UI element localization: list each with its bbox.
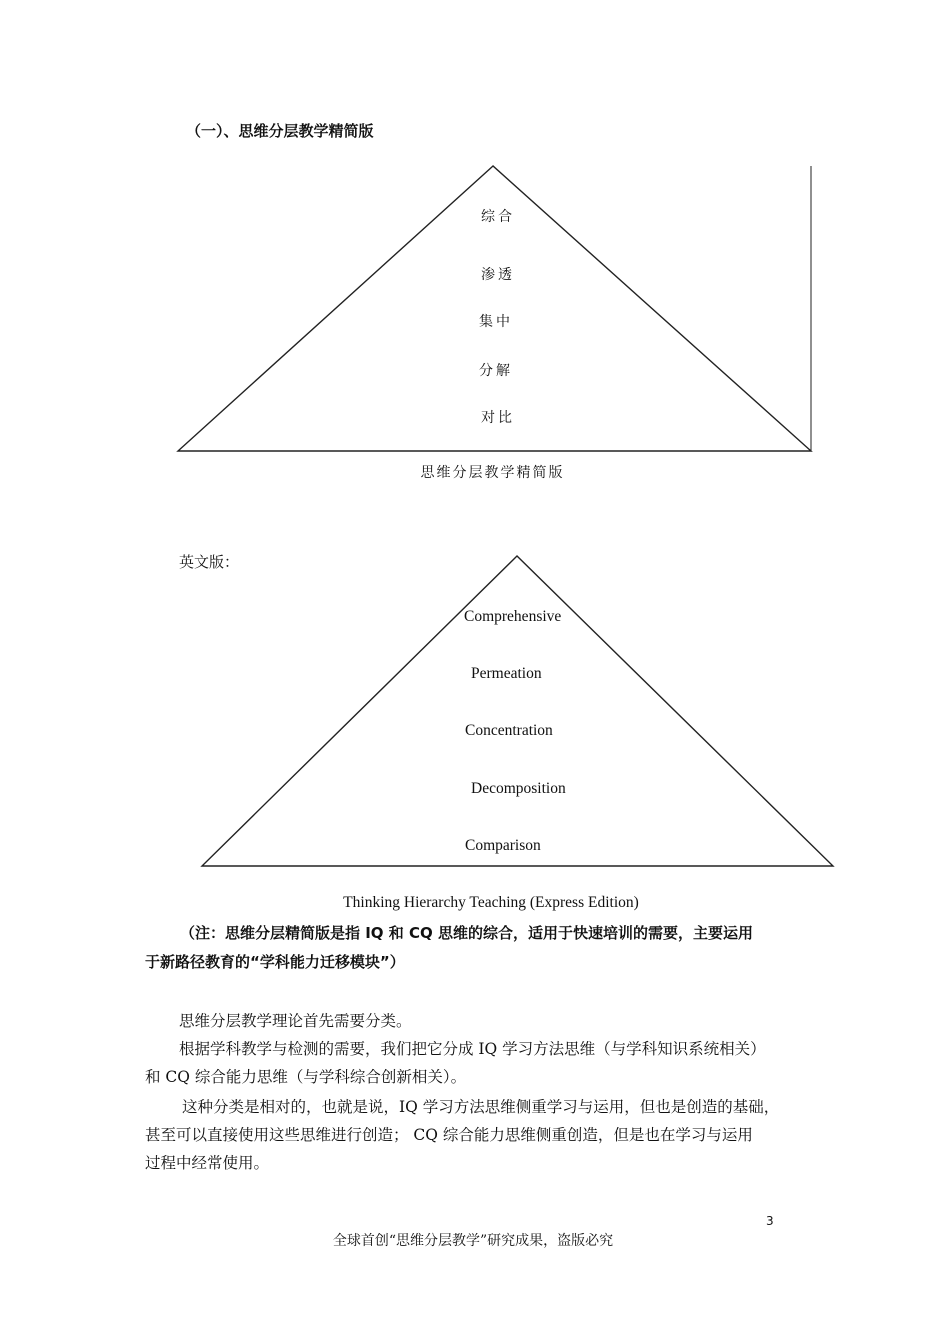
paragraph-1: 思维分层教学理论首先需要分类。 bbox=[179, 1012, 412, 1030]
note-line-2: 于新路径教育的“学科能力迁移模块”） bbox=[145, 953, 405, 971]
pyramid-en-level-4: Decomposition bbox=[471, 780, 566, 797]
pyramid-cn-level-2: 渗透 bbox=[481, 267, 515, 283]
paragraph-2-line-2: 和 CQ 综合能力思维（与学科综合创新相关）。 bbox=[145, 1068, 467, 1086]
pyramid-en-level-2: Permeation bbox=[471, 665, 542, 682]
pyramid-cn-level-3: 集中 bbox=[479, 314, 513, 330]
page-footer: 全球首创“思维分层教学”研究成果，盗版必究 bbox=[332, 1233, 614, 1249]
paragraph-2-line-1: 根据学科教学与检测的需要，我们把它分成 IQ 学习方法思维（与学科知识系统相关） bbox=[179, 1040, 766, 1058]
pyramid-en-level-1: Comprehensive bbox=[464, 608, 562, 625]
page-number: 3 bbox=[766, 1214, 774, 1228]
paragraph-3-line-1: 这种分类是相对的，也就是说，IQ 学习方法思维侧重学习与运用，但也是创造的基础， bbox=[182, 1098, 780, 1116]
pyramid-cn-caption: 思维分层教学精简版 bbox=[420, 465, 565, 481]
pyramid-cn-level-1: 综合 bbox=[481, 209, 515, 225]
pyramid-en-level-3: Concentration bbox=[465, 722, 553, 739]
paragraph-3-line-3: 过程中经常使用。 bbox=[145, 1154, 270, 1172]
english-version-label: 英文版： bbox=[179, 553, 240, 571]
pyramid-cn-level-4: 分解 bbox=[479, 363, 513, 379]
paragraph-3-line-2: 甚至可以直接使用这些思维进行创造； CQ 综合能力思维侧重创造，但是也在学习与运用 bbox=[145, 1126, 753, 1144]
pyramid-en-caption: Thinking Hierarchy Teaching (Express Edition) bbox=[343, 894, 639, 911]
note-line-1: （注：思维分层精简版是指 IQ 和 CQ 思维的综合，适用于快速培训的需要，主要运用 bbox=[180, 924, 753, 942]
pyramid-en-level-5: Comparison bbox=[465, 837, 541, 854]
pyramid-cn-level-5: 对比 bbox=[481, 410, 515, 426]
section-heading: （一）、思维分层教学精简版 bbox=[186, 122, 374, 140]
pyramid-en-outline bbox=[202, 556, 833, 866]
